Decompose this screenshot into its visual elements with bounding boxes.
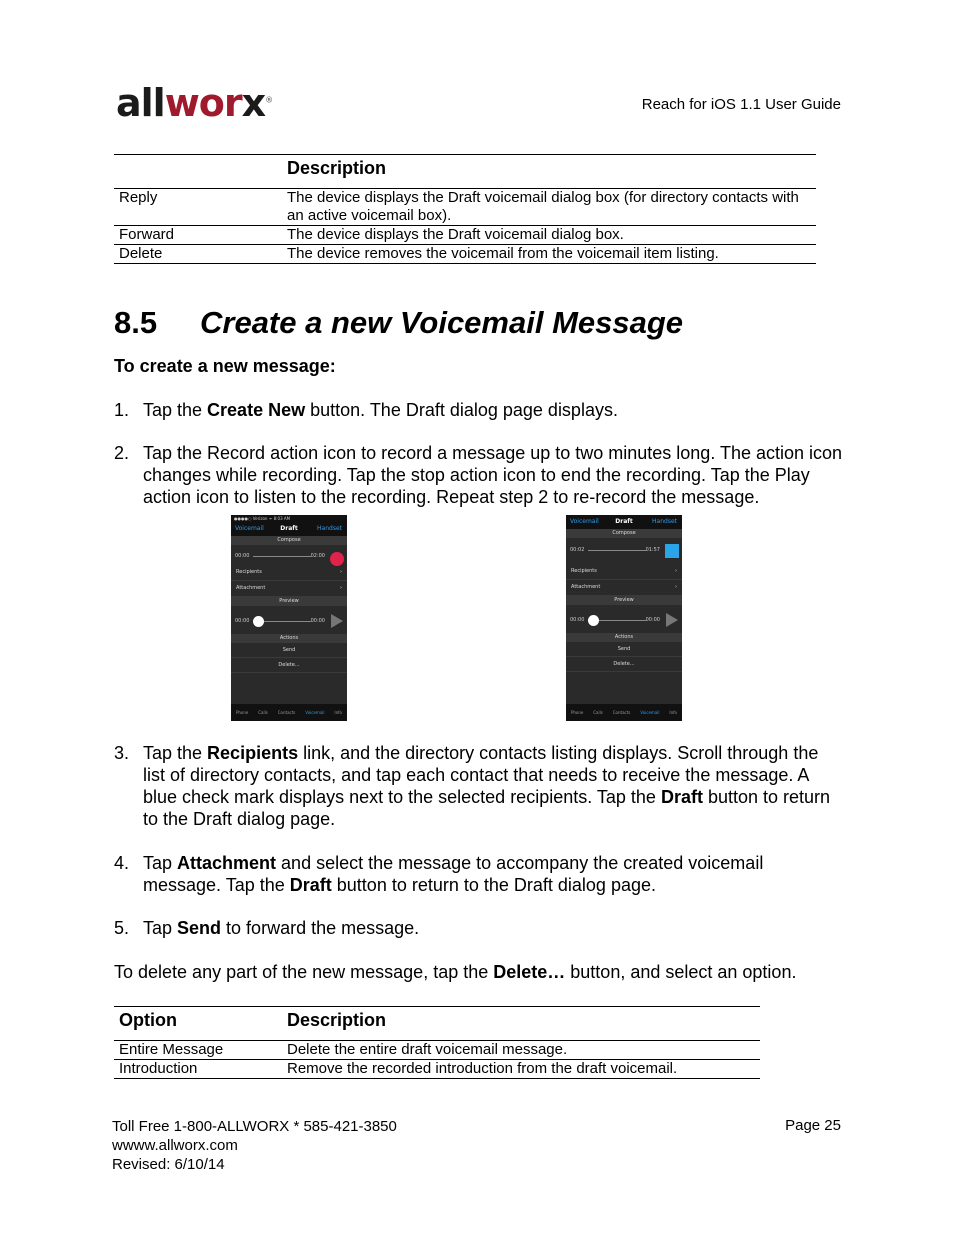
play-icon[interactable] [666, 613, 678, 627]
step-1: 1. Tap the Create New button. The Draft dialog page displays. [114, 400, 618, 420]
phone-screenshot-recording: ●●●●○ Verizon ᯤ 8:03 AM Voicemail Draft Handset Compose 00:00 02:00 Recipients › Attachment › Preview 00:00 00:00 Actions Send Delete... Phone Calls Contacts Voicemail Info [231, 515, 347, 721]
table-row: Reply The device displays the Draft voicemail dialog box (for directory contacts with an active voicemail box). [114, 189, 816, 226]
table-row: Entire Message Delete the entire draft voicemail message. [114, 1041, 760, 1060]
table-header-description: Description [287, 1010, 387, 1030]
step-2: 2. Tap the Record action icon to record a message up to two minutes long. The action icon changes while recording. Tap the stop action icon to end the recording. Tap the Play action icon to listen to the recording. Repeat step 2 to re-record the message. [114, 443, 843, 507]
table-header-description: Description [287, 158, 387, 178]
stop-icon[interactable] [665, 544, 679, 558]
step-5: 5. Tap Send to forward the message. [114, 918, 420, 938]
table-row: Introduction Remove the recorded introduction from the draft voicemail. [114, 1060, 760, 1079]
record-icon[interactable] [330, 552, 344, 566]
delete-options-table [114, 1006, 760, 1079]
response-options-table [114, 154, 816, 264]
step-3: 3. Tap the Recipients link, and the directory contacts listing displays. Scroll through the list of directory contacts, and tap each contact that needs to receive the message. A blue check mark displays next to the selected recipients. Tap the Draft button to return to the Draft dialog page. [114, 743, 831, 829]
table-row: Delete The device removes the voicemail from the voicemail item listing. [114, 245, 816, 264]
table-row: Forward The device displays the Draft voicemail dialog box. [114, 226, 816, 245]
step-4: 4. Tap Attachment and select the message to accompany the created voicemail message. Tap the Draft button to return to the Draft dialog page. [114, 853, 764, 895]
delete-instructions: To delete any part of the new message, tap the Delete… button, and select an option. [114, 962, 797, 982]
page-number: Page 25 [785, 1117, 841, 1134]
footer-contact: Toll Free 1-800-ALLWORX * 585-421-3850 wwww.allworx.com Revised: 6/10/14 [112, 1118, 397, 1173]
section-title: 8.5 Create a new Voicemail Message [114, 305, 684, 340]
allworx-logo: allworx® [116, 81, 273, 125]
table-header-option: Option [119, 1010, 177, 1030]
guide-title: Reach for iOS 1.1 User Guide [641, 96, 841, 113]
intro-heading: To create a new message: [114, 356, 336, 376]
play-icon[interactable] [331, 614, 343, 628]
phone-screenshot-stop: Voicemail Draft Handset Compose 00:02 01:57 Recipients › Attachment › Preview 00:00 00:00 Actions Send Delete... Phone Calls Contacts Voicemail Info [566, 515, 682, 721]
